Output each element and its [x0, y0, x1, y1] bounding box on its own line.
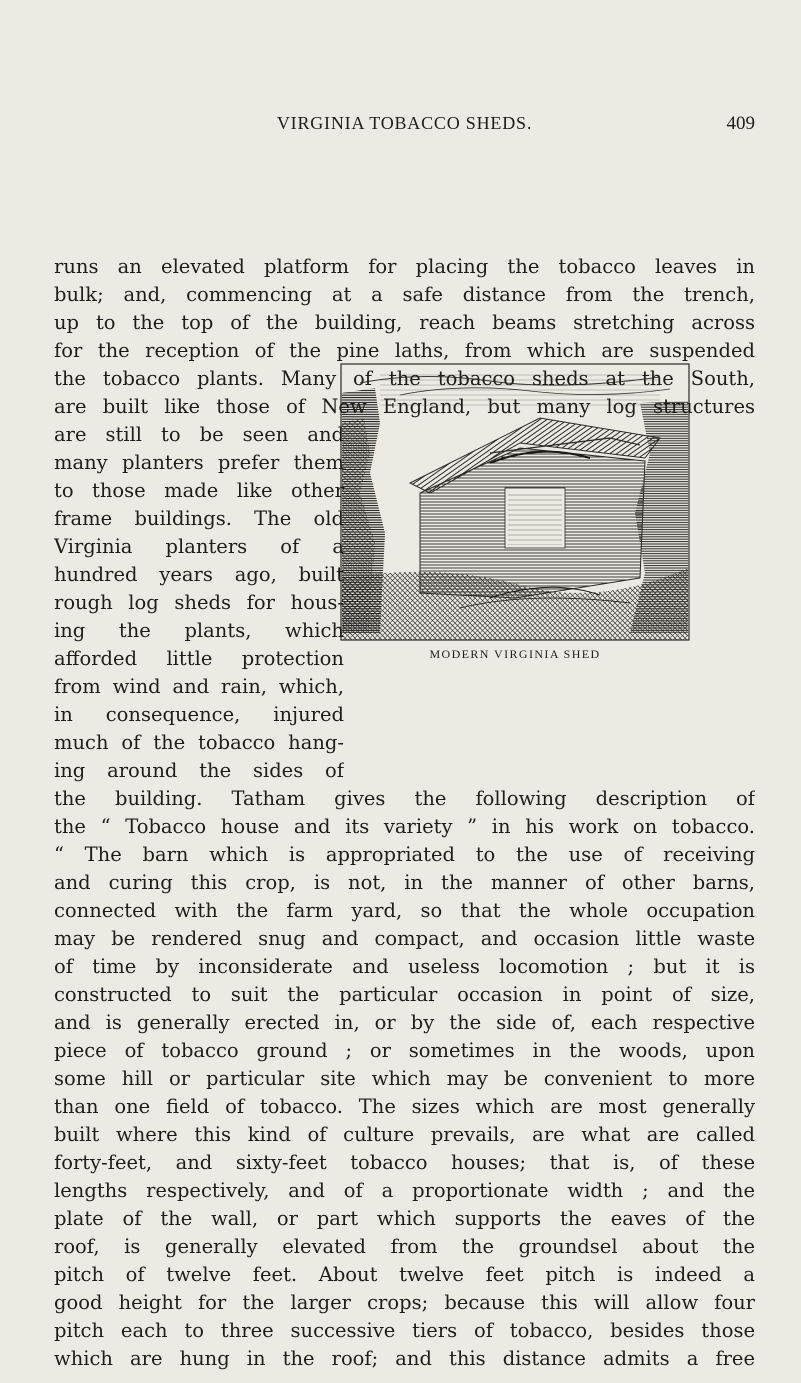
- body-line: and curing this crop, is not, in the manner of other barns,: [54, 871, 755, 894]
- body-line: runs an elevated platform for placing the tobacco leaves in: [54, 255, 755, 278]
- body-line: built where this kind of culture prevails, are what are called: [54, 1123, 755, 1146]
- running-head: [54, 113, 755, 137]
- body-line: lengths respectively, and of a proportionate width ; and the: [54, 1179, 755, 1202]
- body-line: bulk; and, commencing at a safe distance from the trench,: [54, 283, 755, 306]
- body-line: piece of tobacco ground ; or sometimes in the woods, upon: [54, 1039, 755, 1062]
- body-line: ing around the sides of: [54, 759, 344, 782]
- body-line: to those made like other: [54, 479, 344, 502]
- figure-caption: MODERN VIRGINIA SHED: [429, 647, 601, 661]
- page-number: 409: [726, 113, 755, 134]
- body-line: constructed to suit the particular occasion in point of size,: [54, 983, 755, 1006]
- body-line: connected with the farm yard, so that the whole occupation: [54, 899, 755, 922]
- body-line: afforded little protection: [54, 647, 344, 670]
- body-line: of time by inconsiderate and useless locomotion ; but it is: [54, 955, 755, 978]
- body-line: may be rendered snug and compact, and occasion little waste: [54, 927, 755, 950]
- body-line: from wind and rain, which,: [54, 675, 344, 698]
- running-title: VIRGINIA TOBACCO SHEDS.: [276, 113, 533, 133]
- body-line: roof, is generally elevated from the groundsel about the: [54, 1235, 755, 1258]
- body-line: frame buildings. The old: [54, 507, 344, 530]
- body-line: ing the plants, which: [54, 619, 344, 642]
- body-line: the building. Tatham gives the following description of: [54, 787, 755, 810]
- body-line: some hill or particular site which may be convenient to more: [54, 1067, 755, 1090]
- body-line: are still to be seen and: [54, 423, 344, 446]
- body-line: much of the tobacco hang-: [54, 731, 344, 754]
- body-line: “ The barn which is appropriated to the use of receiving: [54, 843, 755, 866]
- body-line: for the reception of the pine laths, from which are suspended: [54, 339, 755, 362]
- body-line: up to the top of the building, reach beams stretching across: [54, 311, 755, 334]
- body-line: plate of the wall, or part which supports the eaves of the: [54, 1207, 755, 1230]
- body-line: good height for the larger crops; because this will allow four: [54, 1291, 755, 1314]
- body-line: forty-feet, and sixty-feet tobacco houses; that is, of these: [54, 1151, 755, 1174]
- body-line: the “ Tobacco house and its variety ” in his work on tobacco.: [54, 815, 755, 838]
- body-line: many planters prefer them: [54, 451, 344, 474]
- body-line: rough log sheds for hous-: [54, 591, 344, 614]
- body-line: which are hung in the roof; and this distance admits a free: [54, 1347, 755, 1370]
- body-line: the tobacco plants. Many of the tobacco sheds at the South,: [54, 367, 755, 390]
- body-line: than one field of tobacco. The sizes which are most generally: [54, 1095, 755, 1118]
- body-line: pitch each to three successive tiers of tobacco, besides those: [54, 1319, 755, 1342]
- body-line: hundred years ago, built: [54, 563, 344, 586]
- body-line: and is generally erected in, or by the side of, each respective: [54, 1011, 755, 1034]
- body-line: pitch of twelve feet. About twelve feet pitch is indeed a: [54, 1263, 755, 1286]
- body-line: in consequence, injured: [54, 703, 344, 726]
- body-line: are built like those of New England, but many log structures: [54, 395, 755, 418]
- body-line: Virginia planters of a: [54, 535, 344, 558]
